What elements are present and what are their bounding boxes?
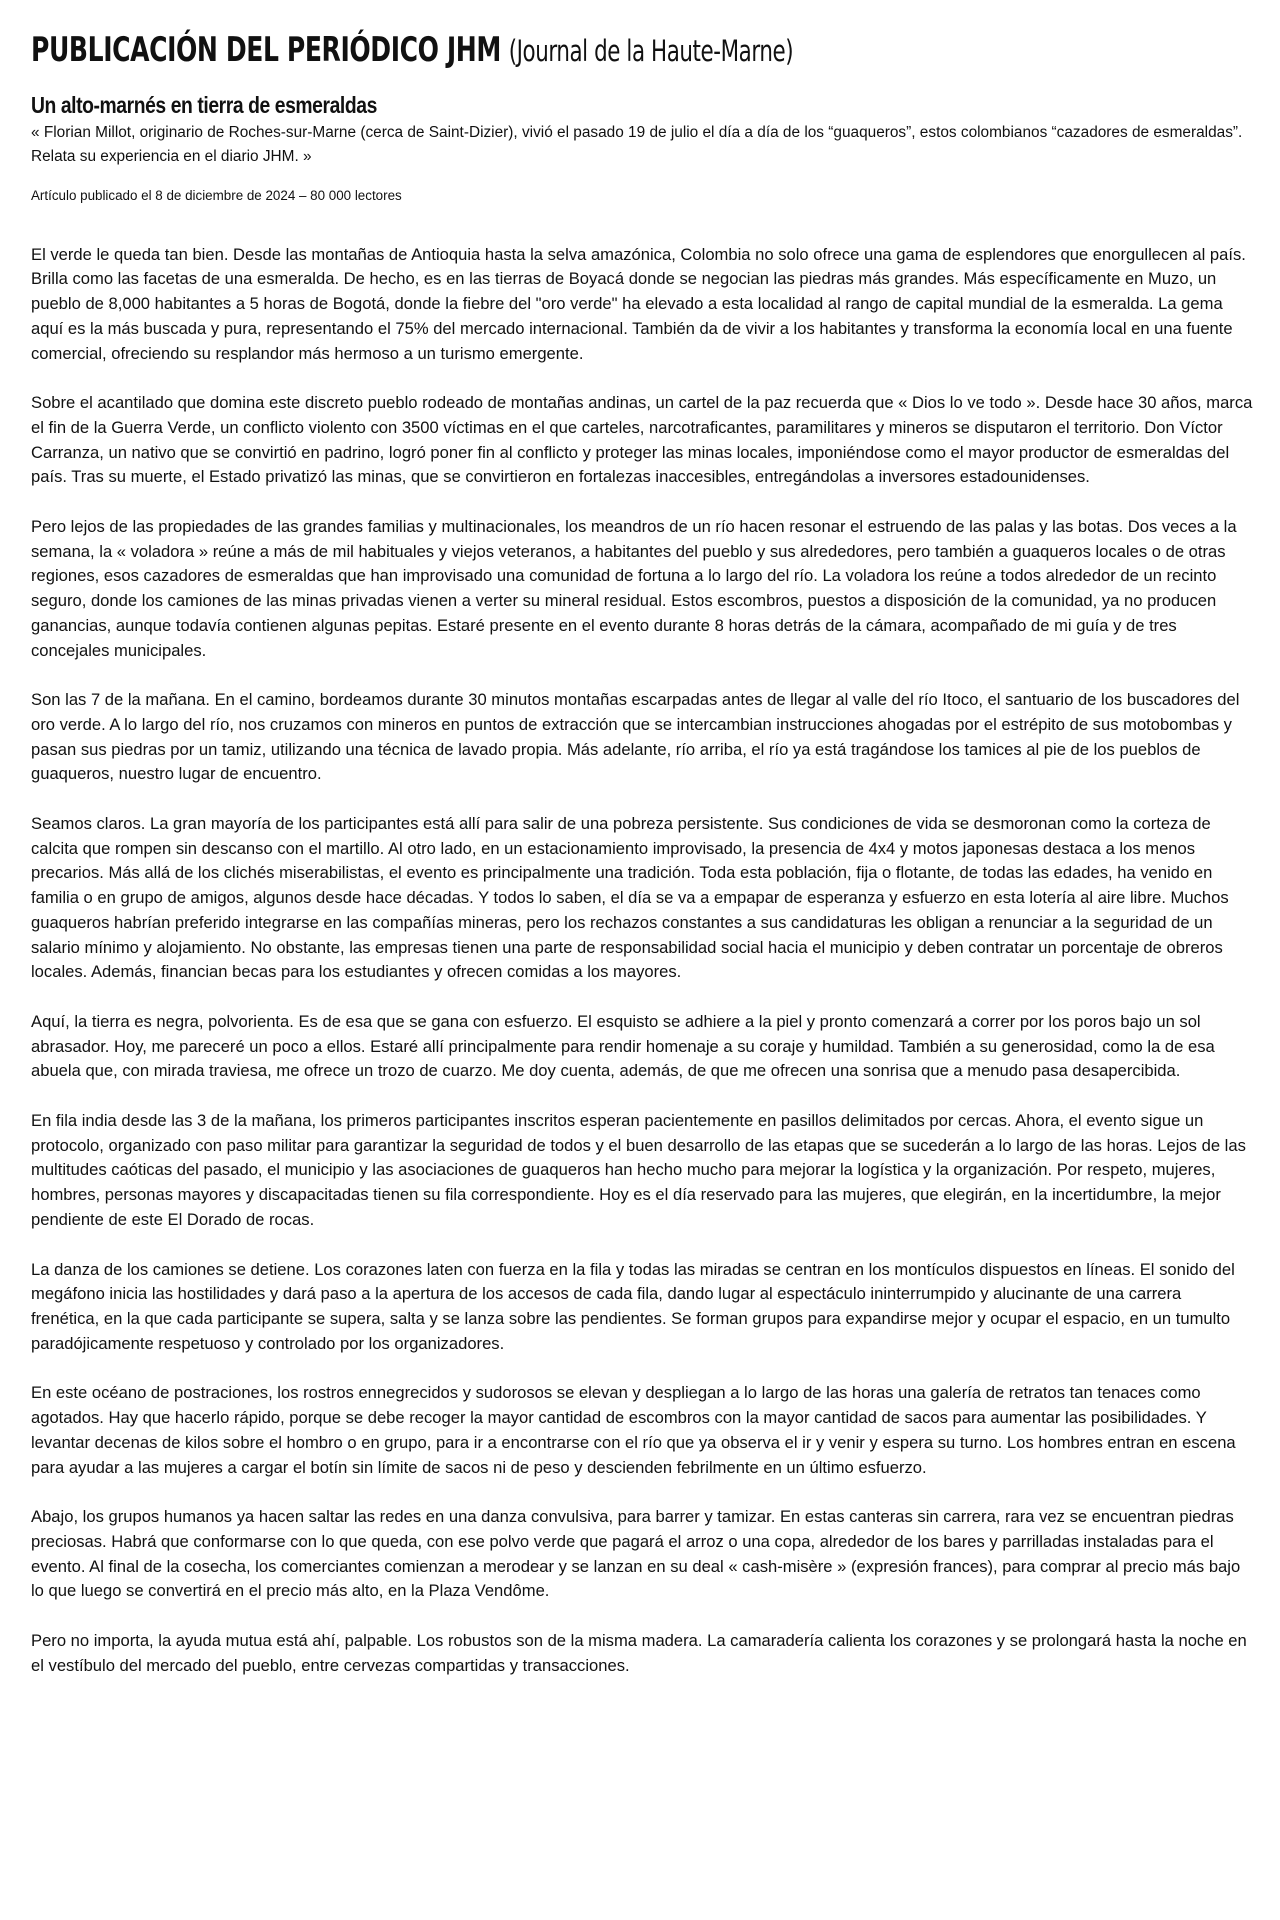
- article-paragraph: Aquí, la tierra es negra, polvorienta. Es de esa que se gana con esfuerzo. El esquisto se adhiere a la piel y pronto comenzará a correr por los poros bajo un sol abrasador. Hoy, me pareceré un poco a ellos. Estaré allí principalmente para rendir homenaje a su coraje y humildad. También a su generosidad, como la de esa abuela que, con mirada traviesa, me ofrece un trozo de cuarzo. Me doy cuenta, además, de que me ofrecen una sonrisa que a menudo pasa desapercibida.: [31, 1011, 1215, 1081]
- publication-info: Artículo publicado el 8 de diciembre de 2024 – 80 000 lectores: [31, 187, 402, 203]
- article-paragraph: El verde le queda tan bien. Desde las montañas de Antioquia hasta la selva amazónica, Colombia no solo ofrece una gama de esplendores que enorgullecen al país. Brilla como las facetas de una esmeralda. De hecho, es en las tierras de Boyacá donde se negocian las piedras más grandes. Más específicamente en Muzo, un pueblo de 8,000 habitantes a 5 horas de Bogotá, donde la fiebre del "oro verde" ha elevado a esta localidad al rango de capital mundial de la esmeralda. La gema aquí es la más buscada y pura, representando el 75% del mercado internacional. También da de vivir a los habitantes y transforma la economía local en una fuente comercial, ofreciendo su resplandor más hermoso a un turismo emergente.: [31, 244, 1246, 363]
- article-paragraph: En fila india desde las 3 de la mañana, los primeros participantes inscritos esperan pacientemente en pasillos delimitados por cercas. Ahora, el evento sigue un protocolo, organizado con paso militar para garantizar la seguridad de todos y el buen desarrollo de las etapas que se sucederán a lo largo de las horas. Lejos de las multitudes caóticas del pasado, el municipio y las asociaciones de guaqueros han hecho mucho para mejorar la logística y la organización. Por respeto, mujeres, hombres, personas mayores y discapacitadas tienen su fila correspondiente. Hoy es el día reservado para las mujeres, que elegirán, en la incertidumbre, la mejor pendiente de este El Dorado de rocas.: [31, 1111, 1246, 1229]
- article-paragraph: Pero lejos de las propiedades de las grandes familias y multinacionales, los meandros de un río hacen resonar el estruendo de las palas y las botas. Dos veces a la semana, la « voladora » reúne a más de mil habituales y viejos veteranos, a habitantes del pueblo y sus alrededores, pero también a guaqueros locales o de otras regiones, esos cazadores de esmeraldas que han improvisado una comunidad de fortuna a lo largo del río. La voladora los reúne a todos alrededor de un recinto seguro, donde los camiones de las minas privadas vienen a verter su mineral residual. Estos escombros, puestos a disposición de la comunidad, ya no producen ganancias, aunque todavía contienen algunas pepitas. Estaré presente en el evento durante 8 horas detrás de la cámara, acompañado de mi guía y de tres concejales municipales.: [31, 517, 1237, 660]
- article-paragraph: En este océano de postraciones, los rostros ennegrecidos y sudorosos se elevan y despliegan a lo largo de las horas una galería de retratos tan tenaces como agotados. Hay que hacerlo rápido, porque se debe recoger la mayor cantidad de escombros con la mayor cantidad de sacos para aumentar las posibilidades. Y levantar decenas de kilos sobre el hombro o en grupo, para ir a encontrarse con el río que ya observa el ir y venir y espera su turno. Los hombres entran en escena para ayudar a las mujeres a cargar el botín sin límite de sacos ni de peso y descienden febrilmente en un último esfuerzo.: [31, 1383, 1236, 1477]
- article-paragraph: Pero no importa, la ayuda mutua está ahí, palpable. Los robustos son de la misma madera. La camaradería calienta los corazones y se prolongará hasta la noche en el vestíbulo del mercado del pueblo, entre cervezas compartidas y transacciones.: [31, 1631, 1247, 1675]
- article-paragraph: Seamos claros. La gran mayoría de los participantes está allí para salir de una pobreza persistente. Sus condiciones de vida se desmoronan como la corteza de calcita que rompen sin descanso con el martillo. Al otro lado, en un estacionamiento improvisado, la presencia de 4x4 y motos japonesas destaca a los menos precarios. Más allá de los clichés miserabilistas, el evento es principalmente una tradición. Toda esta población, fija o flotante, de todas las edades, ha venido en familia o en grupo de amigos, algunos desde hace décadas. Y todos lo saben, el día se va a empapar de esperanza y esfuerzo en esta lotería al aire libre. Muchos guaqueros habrían preferido integrarse en las compañías mineras, pero los rechazos constantes a sus candidaturas les obligan a renunciar a la seguridad de un salario mínimo y alojamiento. No obstante, las empresas tienen una parte de responsabilidad social hacia el municipio y deben contratar un porcentaje de obreros locales. Además, financian becas para los estudiantes y ofrecen comidas a los mayores.: [31, 814, 1229, 982]
- masthead-subtitle: (Journal de la Haute-Marne): [508, 34, 794, 68]
- article-headline: Un alto-marnés en tierra de esmeraldas: [31, 92, 377, 119]
- masthead: [31, 32, 1031, 69]
- article-lead: « Florian Millot, originario de Roches-sur-Marne (cerca de Saint-Dizier), vivió el pasado 19 de julio el día a día de los “guaqueros”, estos colombianos “cazadores de esmeraldas”. Relata su experiencia en el diario JHM. »: [31, 123, 1243, 165]
- article-paragraph: Abajo, los grupos humanos ya hacen saltar las redes en una danza convulsiva, para barrer y tamizar. En estas canteras sin carrera, rara vez se encuentran piedras preciosas. Habrá que conformarse con lo que queda, con ese polvo verde que pagará el arroz o una copa, alrededor de los bares y parrilladas instaladas para el evento. Al final de la cosecha, los comerciantes comienzan a merodear y se lanzan en su deal « cash-misère » (expresión frances), para comprar al precio más bajo lo que luego se convertirá en el precio más alto, en la Plaza Vendôme.: [31, 1507, 1241, 1601]
- masthead-title: PUBLICACIÓN DEL PERIÓDICO JHM: [31, 30, 501, 70]
- article-body: [31, 243, 1253, 1679]
- article-paragraph: La danza de los camiones se detiene. Los corazones laten con fuerza en la fila y todas las miradas se centran en los montículos dispuestos en líneas. El sonido del megáfono inicia las hostilidades y dará paso a la apertura de los accesos de cada fila, dando lugar al espectáculo ininterrumpido y alucinante de una carrera frenética, en la que cada participante se supera, salta y se lanza sobre las pendientes. Se forman grupos para expandirse mejor y ocupar el espacio, en un tumulto paradójicamente respetuoso y controlado por los organizadores.: [31, 1259, 1235, 1353]
- article-paragraph: Son las 7 de la mañana. En el camino, bordeamos durante 30 minutos montañas escarpadas antes de llegar al valle del río Itoco, el santuario de los buscadores del oro verde. A lo largo del río, nos cruzamos con mineros en puntos de extracción que se intercambian instrucciones ahogadas por el estrépito de sus motobombas y pasan sus piedras por un tamiz, utilizando una técnica de lavado propia. Más adelante, río arriba, el río ya está tragándose los tamices al pie de los pueblos de guaqueros, nuestro lugar de encuentro.: [31, 690, 1240, 784]
- article-paragraph: Sobre el acantilado que domina este discreto pueblo rodeado de montañas andinas, un cartel de la paz recuerda que « Dios lo ve todo ». Desde hace 30 años, marca el fin de la Guerra Verde, un conflicto violento con 3500 víctimas en el que carteles, narcotraficantes, paramilitares y mineros se disputaron el territorio. Don Víctor Carranza, un nativo que se convirtió en padrino, logró poner fin al conflicto y proteger las minas locales, imponiéndose como el mayor productor de esmeraldas del país. Tras su muerte, el Estado privatizó las minas, que se convirtieron en fortalezas inaccesibles, entregándolas a inversores estadounidenses.: [31, 393, 1253, 487]
